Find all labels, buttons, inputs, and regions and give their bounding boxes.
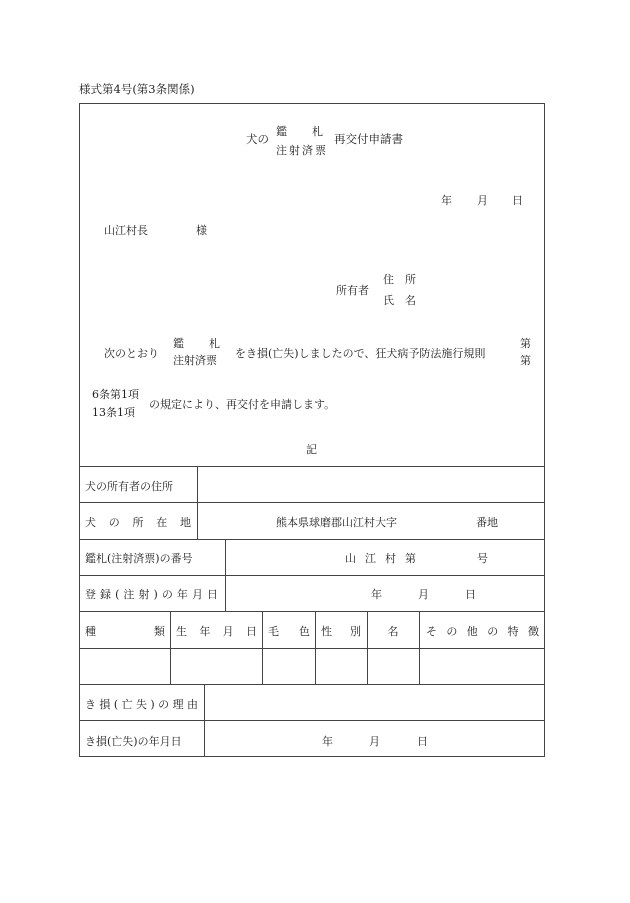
header-coat-color: 毛色 <box>268 625 310 638</box>
body-article-bottom: 13条1項 <box>92 406 135 419</box>
birthdate-field[interactable] <box>172 650 261 682</box>
owner-address-field[interactable] <box>199 468 543 500</box>
row-divider <box>79 720 545 721</box>
applicant-name-label: 氏 名 <box>383 294 416 307</box>
body-lead: 次のとおり <box>104 347 159 360</box>
location-banchi: 番地 <box>476 516 498 529</box>
addressee-honorific: 様 <box>196 224 207 237</box>
row-divider <box>79 684 545 685</box>
applicant-address-label: 住 所 <box>383 273 416 286</box>
column-divider <box>315 611 316 684</box>
body-article-top: 6条第1項 <box>92 388 139 401</box>
reg-date-year: 年 <box>371 588 382 601</box>
loss-reason-field[interactable] <box>206 686 543 718</box>
ki-label: 記 <box>306 443 317 456</box>
column-divider <box>419 611 420 684</box>
tag-number-suffix: 号 <box>477 552 488 565</box>
breed-field[interactable] <box>80 650 169 682</box>
location-label: 犬の所在地 <box>85 516 191 529</box>
applicant-label: 所有者 <box>336 284 369 297</box>
column-divider <box>262 611 263 684</box>
header-other-features: その他の特徴 <box>426 625 539 638</box>
date-month: 月 <box>477 194 488 207</box>
date-day: 日 <box>512 194 523 207</box>
loss-date-label: き損(亡失)の年月日 <box>85 735 182 748</box>
form-number: 様式第4号(第3条関係) <box>79 82 195 96</box>
row-divider <box>79 611 545 612</box>
body-dai-bottom: 第 <box>520 354 531 367</box>
loss-reason-label: き損(亡失)の理由 <box>85 698 198 711</box>
column-divider <box>170 611 171 684</box>
column-divider <box>367 611 368 684</box>
header-birthdate: 生年月日 <box>176 625 257 638</box>
column-divider <box>225 539 226 611</box>
header-name: 名 <box>387 625 399 638</box>
location-value: 熊本県球磨郡山江村大字 <box>276 516 397 529</box>
loss-date-year: 年 <box>322 735 333 748</box>
sex-field[interactable] <box>317 650 366 682</box>
title-option-vaccine: 注射済票 <box>276 144 328 157</box>
tag-number-label: 鑑札(注射済票)の番号 <box>85 552 193 565</box>
title-prefix: 犬の <box>246 132 269 146</box>
header-sex: 性別 <box>321 625 361 638</box>
body-dai-top: 第 <box>520 337 531 350</box>
loss-date-month: 月 <box>369 735 380 748</box>
column-divider <box>204 684 205 757</box>
dog-name-field[interactable] <box>369 650 418 682</box>
body-main-text: をき損(亡失)しましたので、狂犬病予防法施行規則 <box>235 347 486 360</box>
date-year: 年 <box>441 194 452 207</box>
header-breed: 種類 <box>85 625 165 638</box>
loss-date-day: 日 <box>417 735 428 748</box>
reg-date-label: 登録(注射)の年月日 <box>85 588 218 601</box>
other-features-field[interactable] <box>421 650 543 682</box>
column-divider <box>197 466 198 539</box>
row-divider <box>79 466 545 467</box>
reg-date-month: 月 <box>418 588 429 601</box>
owner-address-label: 犬の所有者の住所 <box>85 480 173 493</box>
title-option-tag: 鑑 札 <box>276 125 324 138</box>
body-tail-text: の規定により、再交付を申請します。 <box>149 398 336 411</box>
row-divider <box>79 502 545 503</box>
row-divider <box>79 539 545 540</box>
title-suffix: 再交付申請書 <box>334 132 403 146</box>
addressee-name: 山江村長 <box>104 224 148 237</box>
tag-number-value: 山江村第 <box>345 552 425 565</box>
body-option-tag: 鑑 札 <box>173 337 221 350</box>
row-divider <box>79 575 545 576</box>
coat-color-field[interactable] <box>264 650 314 682</box>
row-divider <box>79 648 545 649</box>
body-option-vaccine: 注射済票 <box>173 354 217 367</box>
reg-date-day: 日 <box>465 588 476 601</box>
